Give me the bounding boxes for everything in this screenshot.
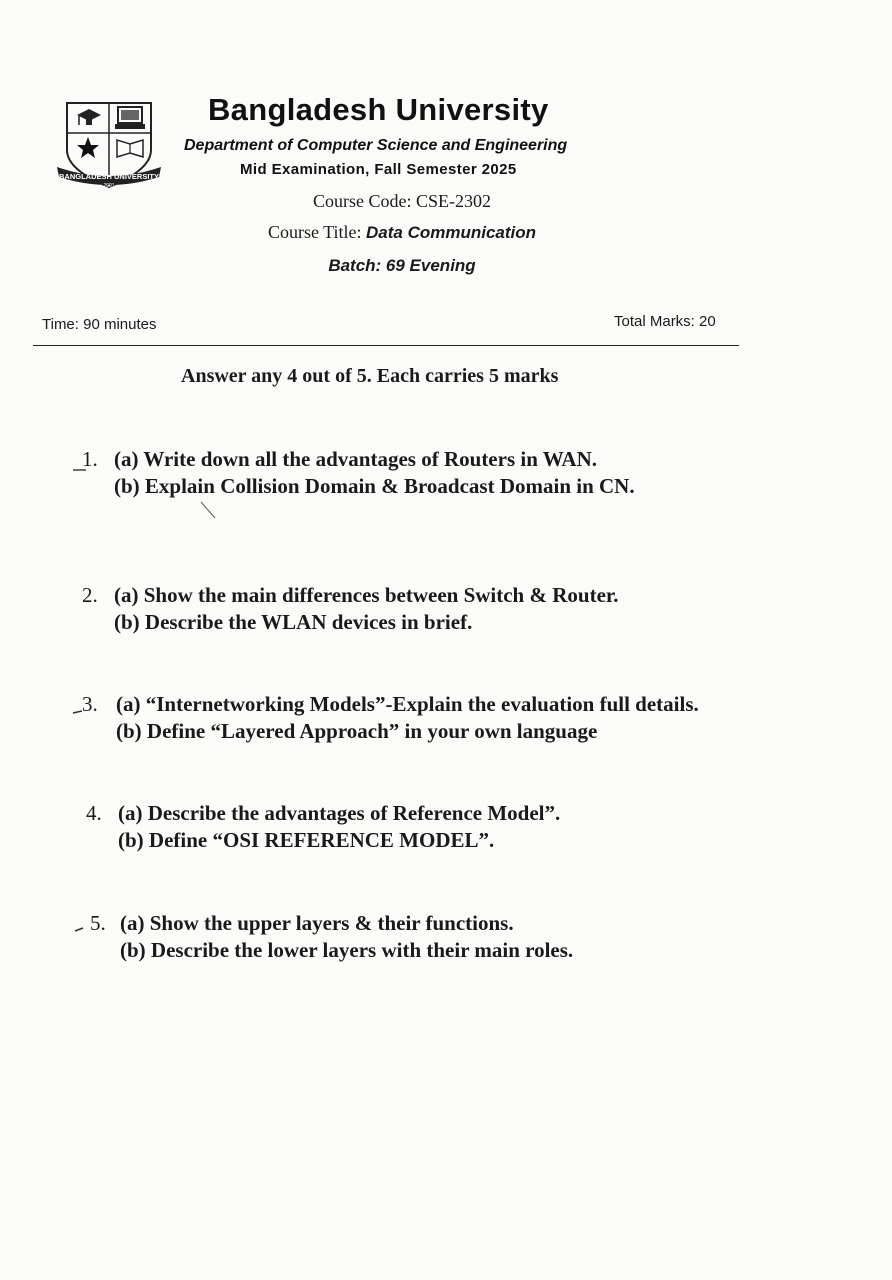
question-number: 3. — [82, 692, 98, 716]
question-part-b: (b) Define “OSI REFERENCE MODEL”. — [118, 828, 495, 852]
svg-text:2001: 2001 — [103, 183, 115, 189]
university-logo — [55, 95, 165, 195]
question-3 — [82, 691, 699, 745]
logo-seal-icon — [55, 95, 165, 195]
total-marks: Total Marks: 20 — [614, 313, 716, 330]
question-part-a: (a) Show the upper layers & their functions. — [120, 911, 514, 935]
pen-slash-mark-icon — [195, 498, 225, 524]
course-code: Course Code: CSE-2302 — [313, 191, 491, 211]
question-4 — [86, 800, 560, 854]
question-part-b: (b) Explain Collision Domain & Broadcast Domain in CN. — [114, 474, 635, 498]
university-name: Bangladesh University — [208, 92, 549, 127]
svg-text:BANGLADESH UNIVERSITY: BANGLADESH UNIVERSITY — [58, 172, 160, 181]
question-part-a: (a) “Internetworking Models”-Explain the evaluation full details. — [116, 692, 699, 716]
question-part-a: (a) Describe the advantages of Reference Model”. — [118, 801, 561, 825]
question-part-b: (b) Describe the WLAN devices in brief. — [114, 610, 473, 634]
pen-tick-mark-icon — [70, 452, 100, 476]
question-number: 2. — [82, 583, 98, 607]
course-title-value: Data Communication — [366, 223, 537, 242]
question-number: 4. — [86, 801, 102, 825]
course-title — [0, 222, 804, 243]
department-name: Department of Computer Science and Engineering — [184, 137, 568, 154]
question-5 — [90, 910, 573, 964]
instructions: Answer any 4 out of 5. Each carries 5 marks — [181, 365, 559, 387]
question-2 — [82, 582, 619, 636]
question-part-a: (a) Show the main differences between Switch & Router. — [114, 583, 619, 607]
question-part-b: (b) Define “Layered Approach” in your own language — [116, 719, 598, 743]
question-1 — [82, 446, 635, 500]
pen-dash-mark-icon — [72, 920, 92, 940]
header-divider — [33, 345, 739, 346]
question-part-a: (a) Write down all the advantages of Routers in WAN. — [114, 447, 598, 471]
question-number: 5. — [90, 911, 106, 935]
question-number: 1. — [82, 447, 98, 471]
batch: Batch: 69 Evening — [328, 256, 476, 275]
pen-dash-mark-icon — [70, 700, 90, 720]
exam-time: Time: 90 minutes — [42, 316, 157, 333]
exam-title: Mid Examination, Fall Semester 2025 — [240, 161, 517, 178]
question-part-b: (b) Describe the lower layers with their main roles. — [120, 938, 574, 962]
course-title-label: Course Title: — [267, 222, 366, 242]
